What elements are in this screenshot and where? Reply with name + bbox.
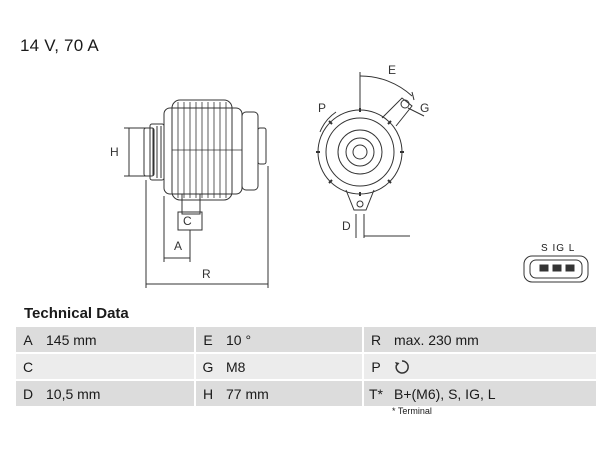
value-cell: 10,5 mm — [40, 380, 194, 407]
label-P: P — [318, 101, 327, 115]
connector-drawing — [524, 256, 588, 282]
key-cell: A — [16, 327, 40, 353]
value-cell — [388, 353, 596, 380]
value-cell: max. 230 mm — [388, 327, 596, 353]
section-title: Technical Data — [24, 305, 129, 322]
clockwise-rotation-icon — [394, 359, 410, 375]
table-row — [16, 353, 596, 380]
label-G: G — [420, 101, 430, 115]
label-A: A — [174, 239, 183, 253]
value-cell: 10 ° — [220, 327, 362, 353]
label-R: R — [202, 267, 211, 281]
label-C: C — [183, 214, 192, 228]
key-cell: D — [16, 380, 40, 407]
value-cell: M8 — [220, 353, 362, 380]
key-cell: P — [364, 353, 388, 380]
headline: 14 V, 70 A — [20, 36, 99, 55]
value-cell: B+(M6), S, IG, L — [388, 380, 596, 407]
table-row — [16, 327, 596, 353]
key-cell: C — [16, 353, 40, 380]
side-view-drawing — [124, 100, 268, 288]
footnote: * Terminal — [392, 406, 432, 416]
value-cell: 145 mm — [40, 327, 194, 353]
value-cell — [40, 353, 194, 380]
connector-pin-labels: S IG L — [541, 243, 576, 254]
key-cell: E — [196, 327, 220, 353]
key-cell: T* — [364, 380, 388, 407]
value-cell: 77 mm — [220, 380, 362, 407]
label-D: D — [342, 219, 351, 233]
technical-data-table — [16, 327, 596, 408]
key-cell: H — [196, 380, 220, 407]
label-H: H — [110, 145, 119, 159]
label-E: E — [388, 63, 397, 77]
table-row — [16, 380, 596, 407]
key-cell: R — [364, 327, 388, 353]
front-view-drawing — [316, 72, 424, 238]
key-cell: G — [196, 353, 220, 380]
